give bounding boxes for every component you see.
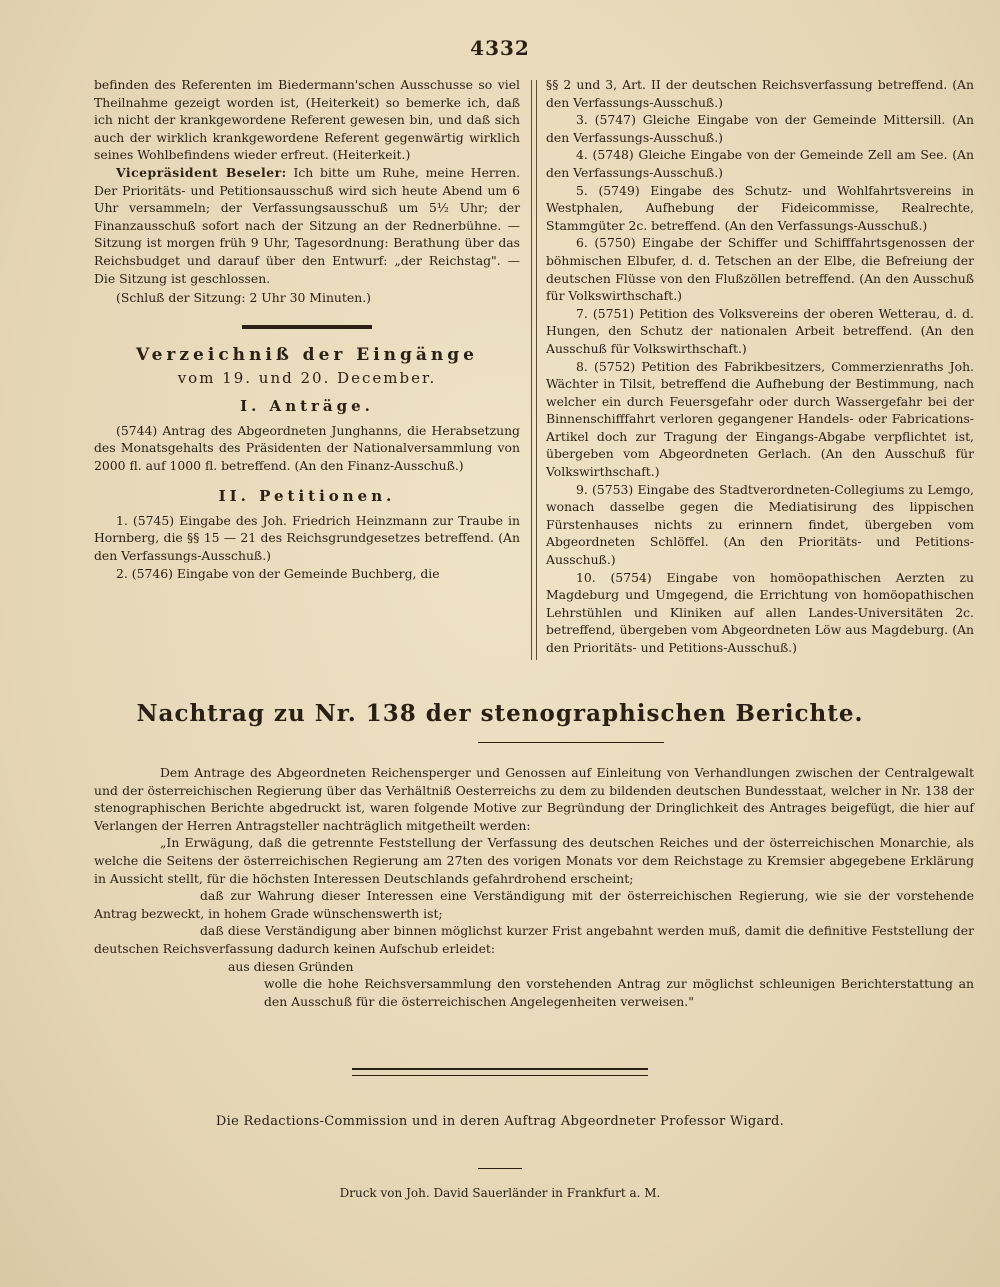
petition-item-5: 5. (5749) Eingabe des Schutz- und Wohlfahrtsvereins in Westphalen, Aufhebung der Fideicommisse, Realrechte, Stammgüter 2c. betreffend. (An den Verfassungs-Ausschuß.): [546, 182, 974, 233]
session-close: (Schluß der Sitzung: 2 Uhr 30 Minuten.): [116, 290, 371, 306]
supplement-title: Nachtrag zu Nr. 138 der stenographischen Berichte.: [136, 700, 864, 727]
supplement-quote-4: aus diesen Gründen: [228, 958, 354, 974]
left-column: [94, 76, 520, 582]
printer-imprint: Druck von Joh. David Sauerländer in Frankfurt a. M.: [339, 1186, 661, 1200]
column-divider: [531, 80, 537, 660]
petition-item-1: 1. (5745) Eingabe des Joh. Friedrich Heinzmann zur Traube in Hornberg, die §§ 15 — 21 des Reichsgrundgesetzes betreffend. (An den Verfassungs-Ausschuß.): [94, 512, 520, 564]
petition-item-3: 3. (5747) Gleiche Eingabe von der Gemeinde Mittersill. (An den Verfassungs-Ausschuß.): [546, 112, 974, 145]
supplement-body: [94, 764, 974, 1010]
speaker-text: Ich bitte um Ruhe, meine Herren. Der Prioritäts- und Petitionsausschuß wird sich heute Abend um 6 Uhr versammeln; der Verfassungsausschuß um 5½ Uhr; der Finanzausschuß sofort nach der Sitzung an der Rednerbühne. — Sitzung ist morgen früh 9 Uhr, Tagesordnung: Berathung über das Reichsbudget und darauf über den Entwurf: „der Reichstag". — Die Sitzung ist geschlossen.: [94, 164, 521, 286]
supplement-quote-3: daß diese Verständigung aber binnen möglichst kurzer Frist angebahnt werden muß, damit die definitive Feststellung der deutschen Reichsverfassung dadurch keinen Aufschub erleidet:: [94, 923, 974, 956]
petition-item-4: 4. (5748) Gleiche Eingabe von der Gemeinde Zell am See. (An den Verfassungs-Ausschuß.): [546, 147, 974, 180]
section-heading-antraege: I. Anträge.: [240, 396, 374, 415]
left-para-2: [94, 164, 520, 287]
antrag-item: (5744) Antrag des Abgeordneten Junghanns, die Herabsetzung des Monatsgehalts des Präsidenten der Nationalversammlung von 2000 fl. auf 1000 fl. betreffend. (An den Finanz-Ausschuß.): [94, 422, 520, 473]
section-heading-petitionen: II. Petitionen.: [218, 487, 396, 506]
petition-item-8: 8. (5752) Petition des Fabrikbesitzers, Commerzienraths Joh. Wächter in Tilsit, betreffend die Aufhebung der Bestimmung, nach welcher ein durch Feuersgefahr oder durch Wassergefahr bei der Binnenschifffahrt verloren gegangener Handels- oder Fabrications-Artikel doch zur Tragung der Eingangs-Abgabe verpflichtet ist, übergeben vom Abgeordneten Gerlach. (An den Ausschuß für Volkswirthschaft.): [546, 358, 974, 480]
speaker-name: Vicepräsident Beseler:: [116, 164, 287, 180]
supplement-quote-1: „In Erwägung, daß die getrennte Feststellung der Verfassung des deutschen Reiches und der österreichischen Monarchie, als welche die Seitens der österreichischen Regierung am 27ten des vorigen Monats vor dem Reichstage zu Kremsier abgegebene Erklärung in Aussicht stellt, für die höchsten Interessen Deutschlands gefahrdrohend erscheint;: [94, 835, 974, 886]
right-column: [546, 76, 974, 657]
petition-item-9: 9. (5753) Eingabe des Stadtverordneten-Collegiums zu Lemgo, wonach dasselbe gegen die Mediatisirung des lippischen Fürstenhauses nichts zu erinnern findet, übergeben vom Abgeordneten Schlöffel. (An den Prioritäts- und Petitions-Ausschuß.): [546, 481, 974, 568]
closing-double-rule: [352, 1068, 648, 1076]
petition-item-2: 2. (5746) Eingabe von der Gemeinde Buchberg, die: [116, 565, 440, 581]
supplement-quote-2: daß zur Wahrung dieser Interessen eine Verständigung mit der österreichischen Regierung, wie sie der vorstehende Antrag bezweckt, in hohem Grade wünschenswerth ist;: [94, 888, 974, 921]
printer-rule: [478, 1168, 522, 1169]
list-title: Verzeichniß der Eingänge: [135, 344, 478, 365]
commission-signature: Die Redactions-Commission und in deren Auftrag Abgeordneter Professor Wigard.: [215, 1114, 785, 1129]
supplement-rule: [478, 742, 664, 743]
petition-continuation: §§ 2 und 3, Art. II der deutschen Reichsverfassung betreffend. (An den Verfassungs-Ausschuß.): [546, 77, 974, 110]
page-number: 4332: [470, 36, 530, 60]
left-para-1: befinden des Referenten im Biedermann'schen Ausschusse so viel Theilnahme gezeigt worden ist, (Heiterkeit) so bemerke ich, daß ich nicht der krankgewordene Referent gewesen bin, und daß sich auch der wirklich krankgewordene Referent gegenwärtig wirklich seines Wohlbefindens wieder erfreut. (Heiterkeit.): [94, 77, 520, 163]
petition-item-6: 6. (5750) Eingabe der Schiffer und Schifffahrtsgenossen der böhmischen Elbufer, d. d. Tetschen an der Elbe, die Befreiung der deutschen Flüsse von den Flußzöllen betreffend. (An den Ausschuß für Volkswirthschaft.): [546, 235, 974, 304]
supplement-quote-5: wolle die hohe Reichsversammlung den vorstehenden Antrag zur möglichst schleunigen Berichterstattung an den Ausschuß für die österreichischen Angelegenheiten verweisen.": [264, 976, 974, 1009]
list-subtitle: vom 19. und 20. December.: [177, 369, 437, 388]
petition-item-10: 10. (5754) Eingabe von homöopathischen Aerzten zu Magdeburg und Umgegend, die Errichtung von homöopathischen Lehrstühlen und Kliniken auf allen Landes-Universitäten 2c. betreffend, übergeben vom Abgeordneten Löw aus Magdeburg. (An den Prioritäts- und Petitions-Ausschuß.): [546, 569, 974, 655]
petition-item-7: 7. (5751) Petition des Volksvereins der oberen Wetterau, d. d. Hungen, den Schutz der nationalen Arbeit betreffend. (An den Ausschuß für Volkswirthschaft.): [546, 305, 974, 356]
supplement-intro: Dem Antrage des Abgeordneten Reichensperger und Genossen auf Einleitung von Verhandlungen zwischen der Centralgewalt und der österreichischen Regierung über das Verhältniß Oesterreichs zu dem zu bildenden deutschen Bundesstaat, welcher in Nr. 138 der stenographischen Berichte abgedruckt ist, waren folgende Motive zur Begründung der Dringlichkeit des Antrages beigefügt, die hier auf Verlangen der Herren Antragsteller nachträglich mitgetheilt werden:: [94, 765, 974, 833]
section-divider: [242, 325, 372, 329]
